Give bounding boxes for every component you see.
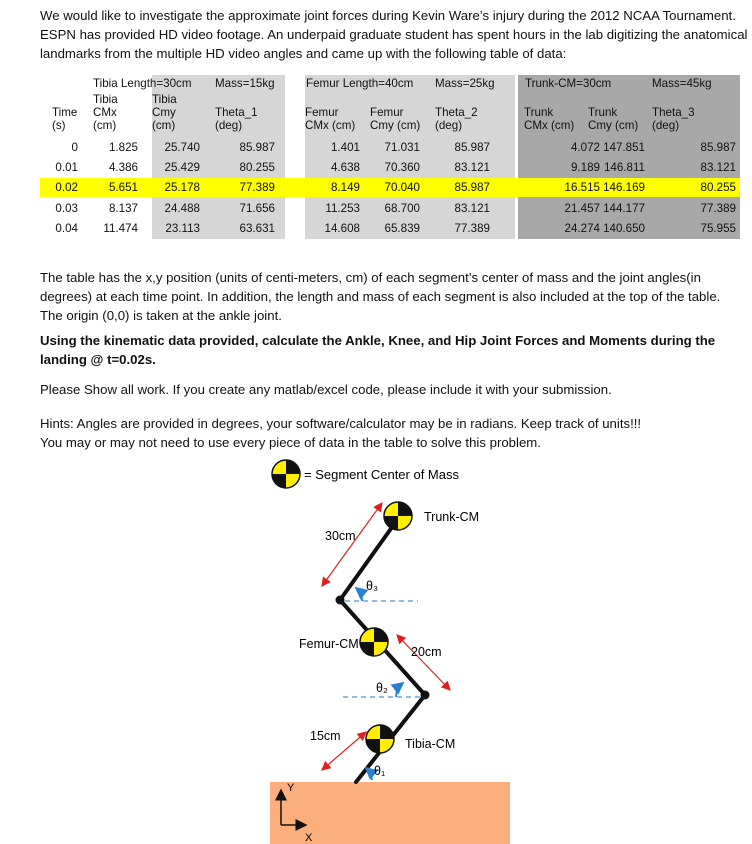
axis-x-label: X [305, 832, 313, 844]
table-cell: 80.255 [239, 161, 275, 174]
cm-marker-icon [272, 460, 300, 488]
table-description: The table has the x,y position (units of centi-meters, cm) of each segment’s center of mass and the joint angles(in degrees) at each time point. In addition, the length and mass of each segment is also included at the top of the table. The origin (0,0) is taken at the ankle joint. [40, 270, 721, 323]
table-cell: 85.987 [454, 141, 490, 154]
column-header-line: Tibia [93, 93, 118, 106]
femur-length-label: 20cm [411, 645, 442, 659]
table-cell: 4.386 [108, 161, 138, 174]
table-cell: 0 [71, 141, 78, 154]
theta2-label: θ₂ [376, 681, 388, 695]
intro-paragraph: We would like to investigate the approximate joint forces during Kevin Ware’s injury during the 2012 NCAA Tournament. ESPN has provided HD video footage. An underpaid graduate student has spent hours in the lab digitizing the anatomical landmarks from the multiple HD video angles and came up with the following table of data: [40, 8, 748, 61]
table-cell: 70.040 [384, 181, 420, 194]
table-cell: 4.638 [330, 161, 360, 174]
table-cell: 0.03 [55, 202, 78, 215]
hint-line-1: Hints: Angles are provided in degrees, your software/calculator may be in radians. Keep track of units!!! [40, 416, 642, 431]
table-cell: 25.740 [164, 141, 200, 154]
trunk-length-arrow [322, 503, 382, 586]
group-header: Trunk-CM=30cm [525, 77, 612, 90]
column-header-line: Trunk [524, 106, 554, 119]
table-cell: 5.651 [108, 181, 138, 194]
table-cell: 4.072 [570, 141, 600, 154]
legend [272, 460, 459, 488]
column-header-line: Theta_2 [435, 106, 478, 119]
table-cell: 0.04 [55, 222, 78, 235]
femur-length-arrow [397, 635, 450, 690]
table-cell: 63.631 [239, 222, 275, 235]
tibia-length-label: 15cm [310, 729, 341, 743]
theta3-label: θ₃ [366, 579, 379, 593]
column-header-line: (deg) [435, 119, 463, 132]
group-header: Femur Length=40cm [306, 77, 414, 90]
column-header-line: CMx (cm) [524, 119, 575, 132]
table-cell: 85.987 [700, 141, 736, 154]
table-cell: 70.360 [384, 161, 420, 174]
table-cell: 146.169 [603, 181, 645, 194]
trunk-cm-label: Trunk-CM [424, 510, 480, 524]
table-cell: 75.955 [700, 222, 736, 235]
column-header-line: (deg) [215, 119, 243, 132]
group-header: Mass=25kg [435, 77, 495, 90]
theta3-arc [356, 588, 362, 601]
tibia-cm-icon [366, 725, 394, 753]
instructions: Please Show all work. If you create any matlab/excel code, please include it with your submission. [40, 382, 612, 397]
hint-line-2: You may or may not need to use every piece of data in the table to solve this problem. [40, 435, 541, 450]
column-header-line: Cmy [152, 106, 176, 119]
table-cell: 24.488 [164, 202, 200, 215]
table-cell: 8.137 [108, 202, 138, 215]
table-cell: 144.177 [603, 202, 645, 215]
table-cell: 23.113 [165, 222, 200, 235]
task-statement: Using the kinematic data provided, calculate the Ankle, Knee, and Hip Joint Forces and Moments during the landing @ t=0.02s. [40, 333, 716, 367]
hip-joint [336, 596, 345, 605]
table-cell: 68.700 [384, 202, 420, 215]
table-cell: 14.608 [324, 222, 360, 235]
column-header-line: Time [52, 106, 78, 119]
column-header-line: (deg) [652, 119, 680, 132]
theta2-arc [396, 683, 403, 697]
group-header: Tibia Length=30cm [93, 77, 192, 90]
table-cell: 25.178 [164, 181, 200, 194]
column-header-line: Trunk [588, 106, 618, 119]
table-cell: 0.02 [55, 181, 78, 194]
legend-text: = Segment Center of Mass [304, 467, 459, 482]
column-header-line: Theta_1 [215, 106, 258, 119]
table-cell: 83.121 [454, 202, 490, 215]
column-header-line: Cmy (cm) [588, 119, 639, 132]
table-cell: 85.987 [239, 141, 275, 154]
table-cell: 83.121 [700, 161, 736, 174]
column-header-line: CMx [93, 106, 117, 119]
table-cell: 71.656 [239, 202, 275, 215]
column-header-line: CMx (cm) [305, 119, 356, 132]
table-cell: 8.149 [330, 181, 360, 194]
trunk-length-label: 30cm [325, 529, 356, 543]
column-header-line: Theta_3 [652, 106, 695, 119]
femur-cm-icon [360, 628, 388, 656]
table-cell: 83.121 [454, 161, 490, 174]
table-cell: 65.839 [384, 222, 420, 235]
column-header-line: (s) [52, 119, 66, 132]
column-header-line: Femur [370, 106, 404, 119]
theta1-arc [366, 768, 372, 780]
column-header-line: (cm) [93, 119, 117, 132]
tibia-cm-label: Tibia-CM [405, 737, 456, 751]
knee-joint [421, 691, 430, 700]
trunk-cm-icon [384, 502, 412, 530]
table-cell: 71.031 [384, 141, 420, 154]
column-header-line: Femur [305, 106, 339, 119]
group-header: Mass=45kg [652, 77, 712, 90]
table-cell: 147.851 [603, 141, 645, 154]
table-cell: 85.987 [454, 181, 490, 194]
table-cell: 0.01 [55, 161, 78, 174]
table-cell: 140.650 [603, 222, 645, 235]
table-cell: 77.389 [454, 222, 490, 235]
column-header-line: Cmy (cm) [370, 119, 421, 132]
table-cell: 16.515 [564, 181, 600, 194]
column-header-line: Tibia [152, 93, 177, 106]
table-cell: 11.253 [325, 202, 360, 215]
table-cell: 77.389 [700, 202, 736, 215]
table-cell: 21.457 [564, 202, 600, 215]
theta1-label: θ₁ [374, 764, 386, 778]
table-cell: 24.274 [564, 222, 600, 235]
table-cell: 146.811 [603, 161, 645, 174]
femur-cm-label: Femur-CM [299, 637, 359, 651]
table-cell: 1.401 [330, 141, 360, 154]
table-cell: 11.474 [103, 222, 138, 235]
table-cell: 80.255 [700, 181, 736, 194]
table-cell: 77.389 [239, 181, 275, 194]
group-header: Mass=15kg [215, 77, 275, 90]
axis-y-label: Y [287, 782, 295, 794]
column-header-line: (cm) [152, 119, 176, 132]
table-cell: 9.189 [570, 161, 600, 174]
table-cell: 25.429 [164, 161, 200, 174]
table-cell: 1.825 [108, 141, 138, 154]
